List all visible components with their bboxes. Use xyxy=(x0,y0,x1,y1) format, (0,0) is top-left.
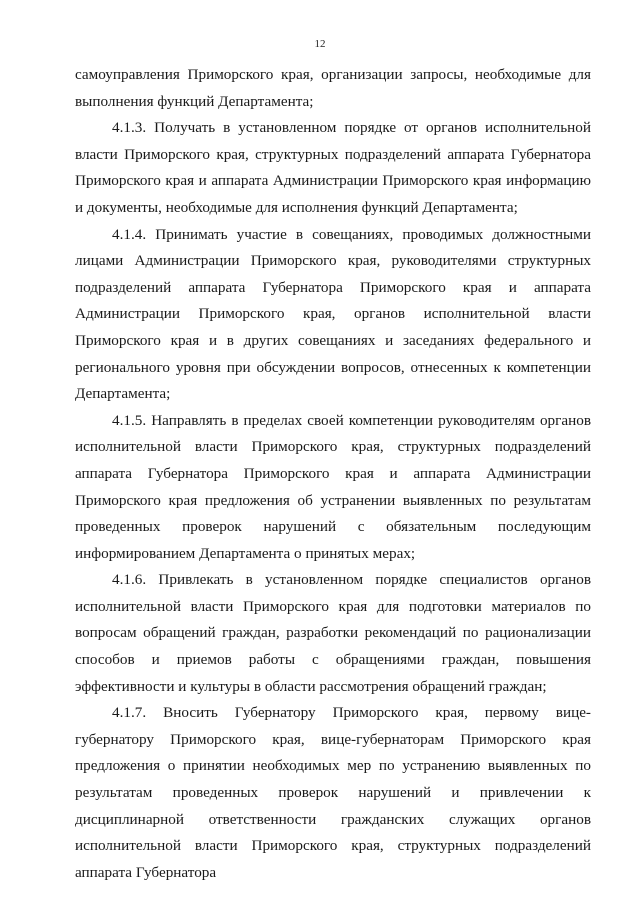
page-number: 12 xyxy=(314,38,326,50)
document-body xyxy=(75,62,591,886)
paragraph-continuation: самоуправления Приморского края, организации запросы, необходимые для выполнения функций Департамента; xyxy=(75,66,591,110)
paragraph-4-1-6: 4.1.6. Привлекать в установленном порядке специалистов органов исполнительной власти Приморского края для подготовки материалов по вопросам обращений граждан, разработки рекомендаций по рационализации способов и приемов работы с обращениями граждан, повышения эффективности и культуры в области рассмотрения обращений граждан; xyxy=(75,571,591,695)
paragraph-4-1-7: 4.1.7. Вносить Губернатору Приморского края, первому вице-губернатору Приморского края, вице-губернаторам Приморского края предложения о принятии необходимых мер по устранению выявленных по результатам проведенных проверок нарушений и привлечении к дисциплинарной ответственности гражданских служащих органов исполнительной власти Приморского края, структурных подразделений аппарата Губернатора xyxy=(75,704,591,881)
paragraph-4-1-3: 4.1.3. Получать в установленном порядке от органов исполнительной власти Приморского края, структурных подразделений аппарата Губернатора Приморского края и аппарата Администрации Приморского края информацию и документы, необходимые для исполнения функций Департамента; xyxy=(75,119,591,216)
paragraph-4-1-5: 4.1.5. Направлять в пределах своей компетенции руководителям органов исполнительной власти Приморского края, структурных подразделений аппарата Губернатора Приморского края и аппарата Администрации Приморского края предложения об устранении выявленных по результатам проведенных проверок нарушений с обязательным последующим информированием Департамента о принятых мерах; xyxy=(75,411,591,562)
paragraph-4-1-4: 4.1.4. Принимать участие в совещаниях, проводимых должностными лицами Администрации Приморского края, руководителями структурных подразделений аппарата Губернатора Приморского края и аппарата Администрации Приморского края, органов исполнительной власти Приморского края и в других совещаниях и заседаниях федерального и регионального уровня при обсуждении вопросов, отнесенных к компетенции Департамента; xyxy=(75,225,591,403)
